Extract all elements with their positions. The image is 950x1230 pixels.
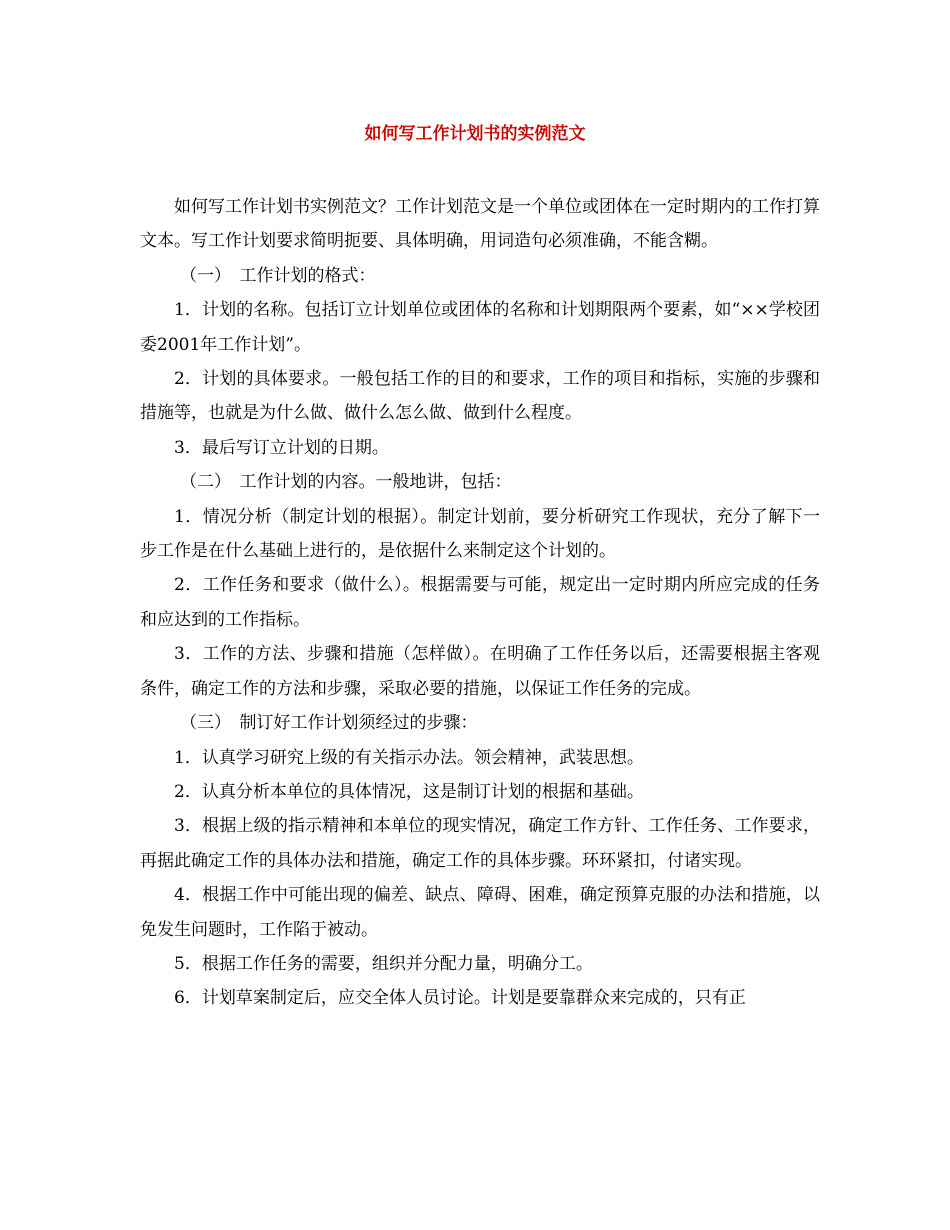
format-item-3: 3．最后写订立计划的日期。	[174, 437, 389, 458]
steps-item-6: 6．计划草案制定后，应交全体人员讨论。计划是要靠群众来完成的，只有正	[174, 988, 746, 1009]
format-item-2: 2．计划的具体要求。一般包括工作的目的和要求，工作的项目和指标，实施的步骤和措施等，也就是为什么做、做什么怎么做、做到什么程度。	[140, 369, 820, 424]
intro-paragraph: 如何写工作计划书实例范文？工作计划范文是一个单位或团体在一定时期内的工作打算文本。写工作计划要求简明扼要、具体明确，用词造句必须准确，不能含糊。	[140, 197, 820, 252]
content-item-1: 1．情况分析（制定计划的根据）。制定计划前，要分析研究工作现状，充分了解下一步工作是在什么基础上进行的，是依据什么来制定这个计划的。	[140, 506, 820, 562]
format-item-1: 1．计划的名称。包括订立计划单位或团体的名称和计划期限两个要素，如“××学校团委2001年工作计划”。	[140, 300, 820, 355]
content-item-3: 3．工作的方法、步骤和措施（怎样做）。在明确了工作任务以后，还需要根据主客观条件，确定工作的方法和步骤，采取必要的措施，以保证工作任务的完成。	[140, 644, 820, 699]
section-heading-steps: （三） 制订好工作计划须经过的步骤：	[180, 713, 478, 734]
steps-item-3: 3．根据上级的指示精神和本单位的现实情况，确定工作方针、工作任务、工作要求，再据此确定工作的具体办法和措施，确定工作的具体步骤。环环紧扣，付诸实现。	[140, 816, 820, 871]
document-body	[140, 190, 820, 1016]
document-title: 如何写工作计划书的实例范文	[364, 124, 586, 144]
steps-item-5: 5．根据工作任务的需要，组织并分配力量，明确分工。	[174, 953, 593, 974]
steps-item-1: 1．认真学习研究上级的有关指示办法。领会精神，武装思想。	[174, 747, 644, 768]
steps-item-4: 4．根据工作中可能出现的偏差、缺点、障碍、困难，确定预算克服的办法和措施，以免发生问题时，工作陷于被动。	[140, 885, 820, 940]
section-heading-format: （一） 工作计划的格式：	[180, 265, 376, 286]
section-heading-content: （二） 工作计划的内容。一般地讲，包括：	[180, 472, 512, 493]
content-item-2: 2．工作任务和要求（做什么）。根据需要与可能，规定出一定时期内所应完成的任务和应达到的工作指标。	[140, 575, 820, 630]
steps-item-2: 2．认真分析本单位的具体情况，这是制订计划的根据和基础。	[174, 781, 644, 802]
